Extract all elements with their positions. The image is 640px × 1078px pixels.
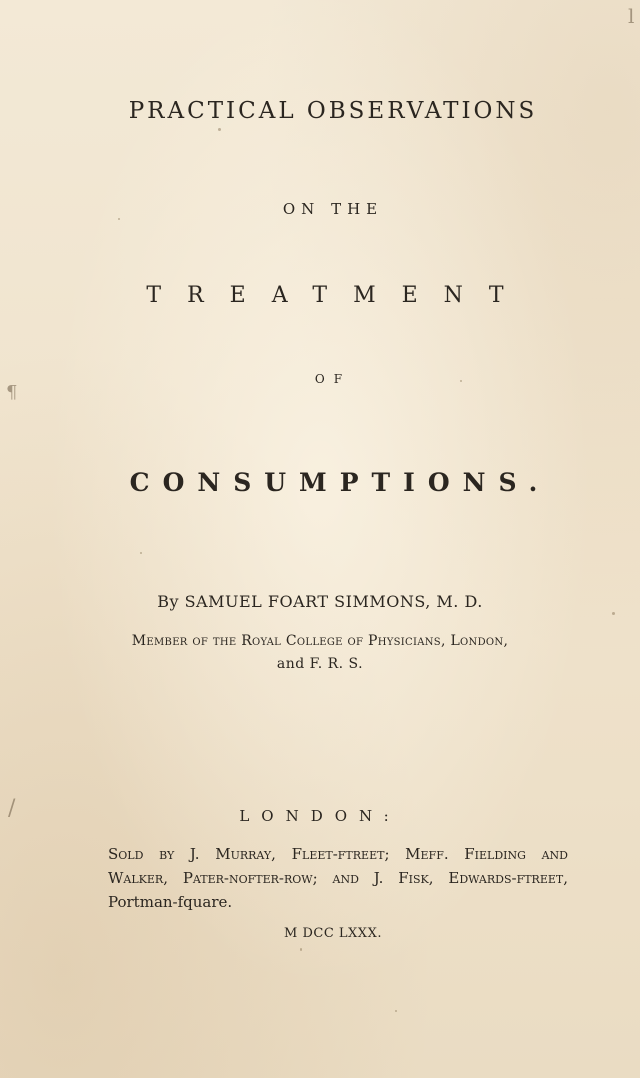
imprint-line-2: Walker, Pater-nofter-row; and J. Fisk, Edwards-ftreet, bbox=[108, 869, 568, 887]
paper-speck bbox=[140, 552, 142, 554]
margin-mark: ¶ bbox=[6, 382, 18, 403]
title-on-the: ON THE bbox=[282, 200, 384, 218]
paper-speck bbox=[218, 128, 221, 131]
title-consumptions: CONSUMPTIONS. bbox=[129, 468, 551, 497]
affiliation-line: Member of the Royal College of Physicians, London, bbox=[131, 633, 509, 649]
paper-speck bbox=[118, 218, 120, 220]
affiliation-line-2: and F. R. S. bbox=[276, 656, 364, 672]
publication-date: M DCC LXXX. bbox=[284, 926, 382, 941]
title-treatment: TREATMENT bbox=[146, 283, 530, 308]
paper-speck bbox=[300, 948, 302, 951]
paper-speck bbox=[460, 380, 462, 382]
paper-speck bbox=[612, 612, 615, 615]
margin-mark: l bbox=[628, 4, 635, 28]
imprint-line-3: Portman-fquare. bbox=[108, 893, 233, 911]
paper-speck bbox=[395, 1010, 397, 1012]
margin-mark: / bbox=[8, 796, 16, 821]
imprint-place: LONDON: bbox=[239, 807, 401, 825]
author-line: By SAMUEL FOART SIMMONS, M. D. bbox=[157, 592, 483, 611]
title-of: OF bbox=[314, 372, 352, 386]
imprint-line: Sold by J. Murray, Fleet-ftreet; Meff. Fielding and bbox=[108, 845, 568, 863]
title-practical-observations: PRACTICAL OBSERVATIONS bbox=[128, 98, 538, 124]
